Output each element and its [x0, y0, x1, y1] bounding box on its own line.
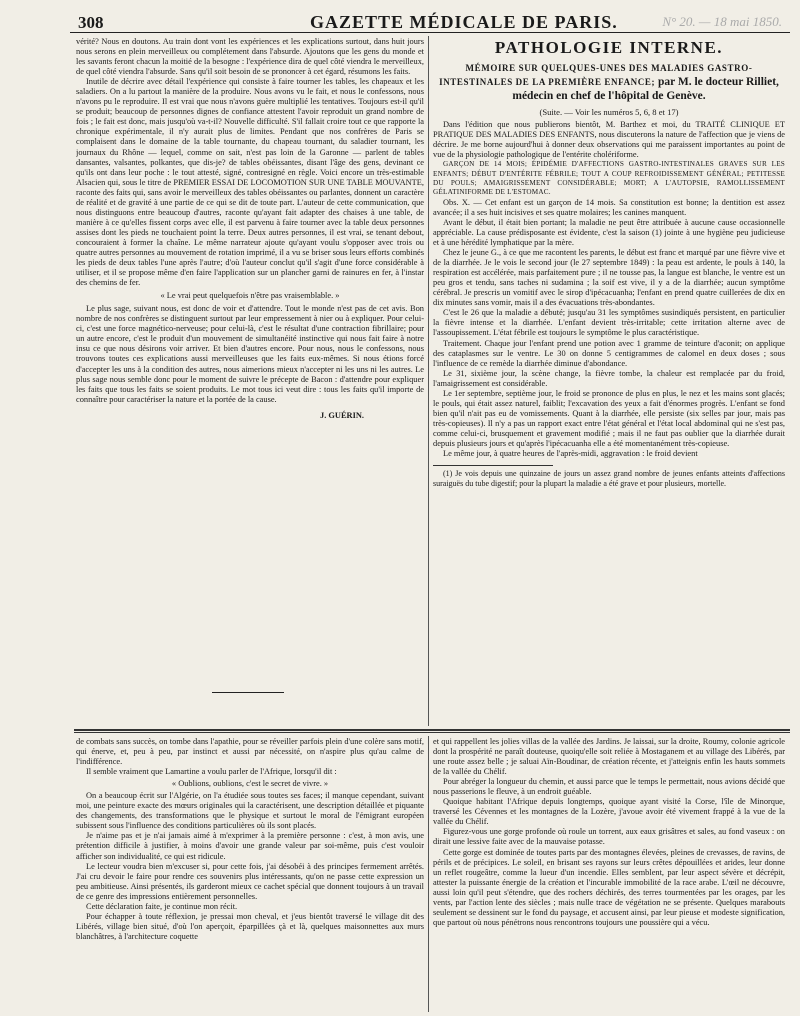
paragraph: Inutile de décrire avec détail l'expérience qui consiste à faire tourner les tables, les chapeaux et les saladiers. On a lu partout la manière de la produire. Nous avons vu le fait, et nous le confessons, nous n'avons pu le reproduire. Il est vrai que nous n'avons guère multiplié les tentatives. Toujours est-il qu'il se produit; beaucoup de personnes dignes de confiance attestent l'avoir reproduit un grand nombre de fois ; le fait est donc, mais jusqu'où va-t-il? Nouvelle difficulté. S'il fallait croire tout ce que rapporte la chronique expérimentale, il n'y aurait plus de limites. Pendant que nos confrères de Paris se complaisent dans le domaine de la table tournante, du chapeau tournant, du saladier tournant, les journaux du Rhône — lequel, comme on sait, n'est pas loin de la Garonne — parlent de tables dansantes, valsantes, polkantes, que dis-je? de tables obéissantes, disant l'âge des gens, devinant ce qu'ils ont dans leur poche : le tout attesté, signé, contresigné en règle. Voici encore un très-estimable Alsacien qui, sous le titre de PREMIER ESSAI DE LOCOMOTION SUR UNE TABLE MOUVANTE, raconte des faits qui, sans avoir le merveilleux des tables obéissantes ou parlantes, donnent un caractère de réalité et de gravité à une partie de ce qui se dit de toute part. L'auteur de cette communication, que nous distinguons entre beaucoup d'autres, raconte qu'ayant fait adapter des chaises à une table, de manière à ce qu'elles fissent corps avec elle, il est parvenu à faire tourner avec la table deux personnes assises dont les pieds ne touchaient point la terre. Deux autres personnes, il est vrai, se tenant debout, concouraient à former la chaîne. Le même narrateur ajoute qu'ayant voulu s'opposer avec trois ou quatre autres personnes au mouvement de rotation imprimé, il a vu se briser sous leurs efforts combinés les pieds de deux tables l'une après l'autre; d'où l'auteur conclut qu'il s'agit d'une force considérable à utiliser, et il se propose même d'en faire l'application sur un plancher garni de rainures en fer, à l'instar des chemins de fer.: [76, 77, 424, 288]
paragraph: Le 31, sixième jour, la scène change, la fièvre tombe, la chaleur est remplacée par du froid, l'amaigrissement est considérable.: [433, 368, 785, 388]
feuilleton-right-column: [433, 737, 785, 1012]
intro-paragraph: Dans l'édition que nous publierons bientôt, M. Barthez et moi, du TRAITÉ CLINIQUE ET PRATIQUE DES MALADIES DES ENFANTS, nous discuterons la nature de l'affection que je viens de décrire. Je me borne aujourd'hui à donner deux observations qui me paraissent importantes au point de vue de la physiologie pathologique de l'entérite cholériforme.: [433, 120, 785, 160]
paragraph: Je n'aime pas et je n'ai jamais aimé à m'exprimer à la première personne : c'est, à mon avis, une prétention difficile à justifier, à moins d'avoir une grande valeur par soi-même, puis c'est vouloir afficher son individualité, ce qui est ridicule.: [76, 831, 424, 861]
column-divider: [428, 36, 429, 726]
section-title: PATHOLOGIE INTERNE.: [494, 38, 724, 57]
paragraph: On a beaucoup écrit sur l'Algérie, on l'a étudiée sous toutes ses faces; il manque cependant, suivant moi, une peinture exacte des mœurs originales qui la caractérisent, une description détaillée et piquante des changements, des transformations que le physique et surtout le moral de l'émigrant européen subissent sous l'influence des conditions particulières où ils sont placés.: [76, 791, 424, 831]
paragraph: Le lecteur voudra bien m'excuser si, pour cette fois, j'ai désobéi à des principes fermement arrêtés. J'ai cru devoir le faire pour rendre ces souvenirs plus intéressants, qu'on ne passe cette expression un peu ambitieuse. Ainsi présentés, ils garderont mieux ce cachet spécial que donnent toujours à un travail de ce genre des impressions entièrement personnelles.: [76, 861, 424, 901]
continuation-note: (Suite. — Voir les numéros 5, 6, 8 et 17): [539, 107, 679, 117]
paragraph: Chez le jeune G., à ce que me racontent les parents, le début est franc et marqué par une fièvre vive et de la diarrhée. Je le vois le second jour (le 27 septembre 1849) : la peau est ardente, le pouls à 140, la respiration est accélérée, mais parfaitement pure ; il ne tousse pas, la langue est blanche, le ventre est un peu gros et tendu, sans taches ni sudamina ; la soif est vive, il y a de la diarrhée; aucun symptôme cérébral. Je prescris un vomitif avec le sirop d'ipécacuanha; l'enfant en prend quatre cuillerées de dix en dix minutes sans vomir, mais il a des évacuations très-abondantes.: [433, 248, 785, 308]
signature: J. GUÉRIN.: [320, 410, 364, 420]
footnote-rule: [433, 465, 553, 466]
paragraph: Le 1er septembre, septième jour, le froid se prononce de plus en plus, le nez et les mains sont glacés; le pouls, qui était assez naturel, faiblit; l'excavation des yeux a fait d'énormes progrès. L'enfant se fond bien qu'il n'ait pas eu de vomissements. Quant à la diarrhée, elle persiste (six selles par jour, mais pas très-copieuses). Il n'y a pas un rapport exact entre l'état général et l'état local abdominal qui ne s'est pas, comme celui-ci, brusquement et gravement modifié ; mais il ne faut pas oublier que la diarrhée durait depuis plusieurs jours et qu'après l'ipécacuanha elle a été momentanément très-copieuse.: [433, 388, 785, 448]
paragraph: Le plus sage, suivant nous, est donc de voir et d'attendre. Tout le monde n'est pas de cet avis. Bon nombre de nos confrères se distinguent surtout par leur empressement à nier ou à expliquer. Pour celui-ci, c'est une force magnético-nerveuse; pour celui-là, c'est le résultat d'une contraction fibrillaire; pour un autre encore, c'est le produit d'un mouvement de simultanéité instinctive qui nous fait faire à notre insu ce que nous désirons voir arriver. Et bien d'autres encore. Pour nous, nous le confessons, nous trouvons toutes ces explications aussi merveilleuses que les faits eux-mêmes. Si nous étions forcé d'accepter les uns à la condition des autres, nous aimerions mieux n'accepter ni les uns ni les autres. Le plus sage nous semble donc pour le moment de suivre le précepte de Bacon : d'attendre pour expliquer les faits que tous les faits se soient produits. Le mot tous ici veut dire : tous les faits qu'il importe de connaître pour caractériser la nature et la portée de la cause.: [76, 304, 424, 404]
paragraph: de combats sans succès, on tombe dans l'apathie, pour se réveiller parfois plein d'une colère sans motif, qui énerve, et, peu à peu, par instinct et aussi par nécessité, on n'aspire plus qu'au calme de l'indifférence.: [76, 737, 424, 767]
footnote: (1) Je vois depuis une quinzaine de jours un assez grand nombre de jeunes enfants atteints d'affections suraiguës du tube digestif; pour la plupart la maladie a été grave et pour plusieurs, mortelle.: [433, 469, 785, 488]
paragraph: C'est le 26 que la maladie a débuté; jusqu'au 31 les symptômes susindiqués persistent, en particulier la fièvre intense et la diarrhée. L'enfant devient très-irritable; cette irritation alterne avec de l'assoupissement. L'état fébrile est toujours le symptôme le plus caractéristique.: [433, 308, 785, 338]
page-number: 308: [78, 13, 104, 32]
paragraph: Avant le début, il était bien portant; la maladie ne peut être attribuée à aucune cause occasionnelle appréciable. La cause prédisposante est évidente, c'est la saison (1) jointe à une hygiène peu judicieuse et à une hérédité lymphatique par la mère.: [433, 217, 785, 248]
quotation: « Oublions, oublions, c'est le secret de vivre. »: [171, 779, 329, 789]
paragraph: Pour échapper à toute réflexion, je pressai mon cheval, et j'eus bientôt traversé le village dit des Libérés, village bien situé, d'où l'on aperçoit, éparpillées çà et là, quelques maisonnettes aux murs blanchâtres, à l'architecture coquette: [76, 911, 424, 941]
right-column: [433, 37, 785, 691]
quotation: « Le vrai peut quelquefois n'être pas vraisemblable. »: [160, 291, 340, 301]
feuilleton-left-column: [76, 737, 424, 1012]
paragraph: Le même jour, à quatre heures de l'après-midi, aggravation : le froid devient: [443, 449, 698, 459]
paragraph: et qui rappellent les jolies villas de la vallée des Jardins. Je laissai, sur la droite, Roumy, colonie agricole dont la prospérité ne paraît douteuse, quoiqu'elle soit reliée à Mostaganem et au village des Libérés, par une route assez belle ; je saluai Aïn-Boudinar, de création récente, et j'atteignis enfin les hauts sommets de la vallée du Chélif.: [433, 737, 785, 777]
issue-stamp: N° 20. — 18 mai 1850.: [662, 14, 782, 29]
article-title: [433, 61, 785, 103]
journal-title: GAZETTE MÉDICALE DE PARIS.: [310, 12, 618, 32]
signature-rule: [212, 692, 284, 693]
paragraph: Obs. X. — Cet enfant est un garçon de 14 mois. Sa constitution est bonne; la dentition est assez avancée; il a ses huit incisives et ses quatre molaires; les canines manquent.: [433, 197, 785, 217]
paragraph: Cette déclaration faite, je continue mon récit.: [86, 901, 238, 911]
left-column: [76, 37, 424, 669]
paragraph: Figurez-vous une gorge profonde où roule un torrent, aux eaux grisâtres et sales, au fond vaseux : on dirait une lessive faite avec de la mauvaise potasse.: [433, 827, 785, 847]
paragraph: Quoique habitant l'Afrique depuis longtemps, quoique ayant visité la Corse, l'île de Minorque, traversé les Cévennes et les montagnes de la Lozère, j'avoue avoir été vivement frappé à la vue de la vallée du Chélif.: [433, 797, 785, 827]
paragraph: Il semble vraiment que Lamartine a voulu parler de l'Afrique, lorsqu'il dit :: [86, 767, 337, 777]
bottom-column-divider: [428, 736, 429, 1012]
paragraph: Pour abréger la longueur du chemin, et aussi parce que le temps le permettait, nous avions décidé que nous passerions le fleuve, à un endroit guéable.: [433, 777, 785, 797]
paragraph: vérité? Nous en doutons. Au train dont vont les expériences et les explications surtout, dans huit jours nous serons en plein merveilleux ou complétement dans l'absurde. Ajoutons que les gens du monde et les savants feront chacun la moitié de la besogne : l'expérience dira de quel côté viendra le merveilleux, de quel côté viendra l'absurde. Sans qu'il soit besoin de se prononcer à cet égard, résumons les faits.: [76, 37, 424, 77]
page-header: [70, 10, 790, 33]
article-title-author: par M. le docteur Rilliet, médecin en chef de l'hôpital de Genève.: [512, 76, 779, 102]
paragraph: Cette gorge est dominée de toutes parts par des montagnes élevées, pleines de crevasses, de ravins, de périls et de précipices. Le soleil, en brisant ses rayons sur leurs crêtes dépouillées et arides, leur donne un reflet rougeâtre, comme la lueur d'un incendie. Elles semblent, par leur aspect sévère et décrépit, attester la puissante énergie de la création et l'incurable immobilité de la race arabe. L'œil ne découvre, aussi loin qu'il peut s'étendre, que des rochers déchirés, des terres tourmentées par les orages, par les vents, par l'action lente des siècles ; mais nulle trace de végétation ne se présente. Quelques marabouts seulement se dessinent sur le fond du paysage, et accusent ainsi, par leur pieuse et modeste signification, que partout où nous pénétrons nous rencontrons toujours une poussière qui a vécu.: [433, 847, 785, 927]
article-title-smallcaps: MÉMOIRE SUR QUELQUES-UNES DES MALADIES GASTRO-INTESTINALES DE LA PREMIÈRE ENFANCE;: [439, 63, 753, 87]
observation-summary: GARÇON DE 14 MOIS; ÉPIDÉMIE D'AFFECTIONS GASTRO-INTESTINALES GRAVES SUR LES ENFANTS; DÉBUT D'ENTÉRITE FÉBRILE; TOUT A COUP REFROIDISSEMENT GÉNÉRAL; PETITESSE DU POULS; AMAIGRISSEMENT CONSIDÉRABLE; MORT; A L'AUTOPSIE, RAMOLLISSEMENT GÉLATINIFORME DE L'ESTOMAC.: [433, 160, 785, 197]
feuilleton-divider: [74, 729, 790, 733]
paragraph: Traitement. Chaque jour l'enfant prend une potion avec 1 gramme de teinture d'aconit; on applique des cataplasmes sur le ventre. Le 30 on donne 5 centigrammes de calomel en deux doses ; sous l'influence de ce remède la diarrhée diminue d'abondance.: [433, 338, 785, 368]
